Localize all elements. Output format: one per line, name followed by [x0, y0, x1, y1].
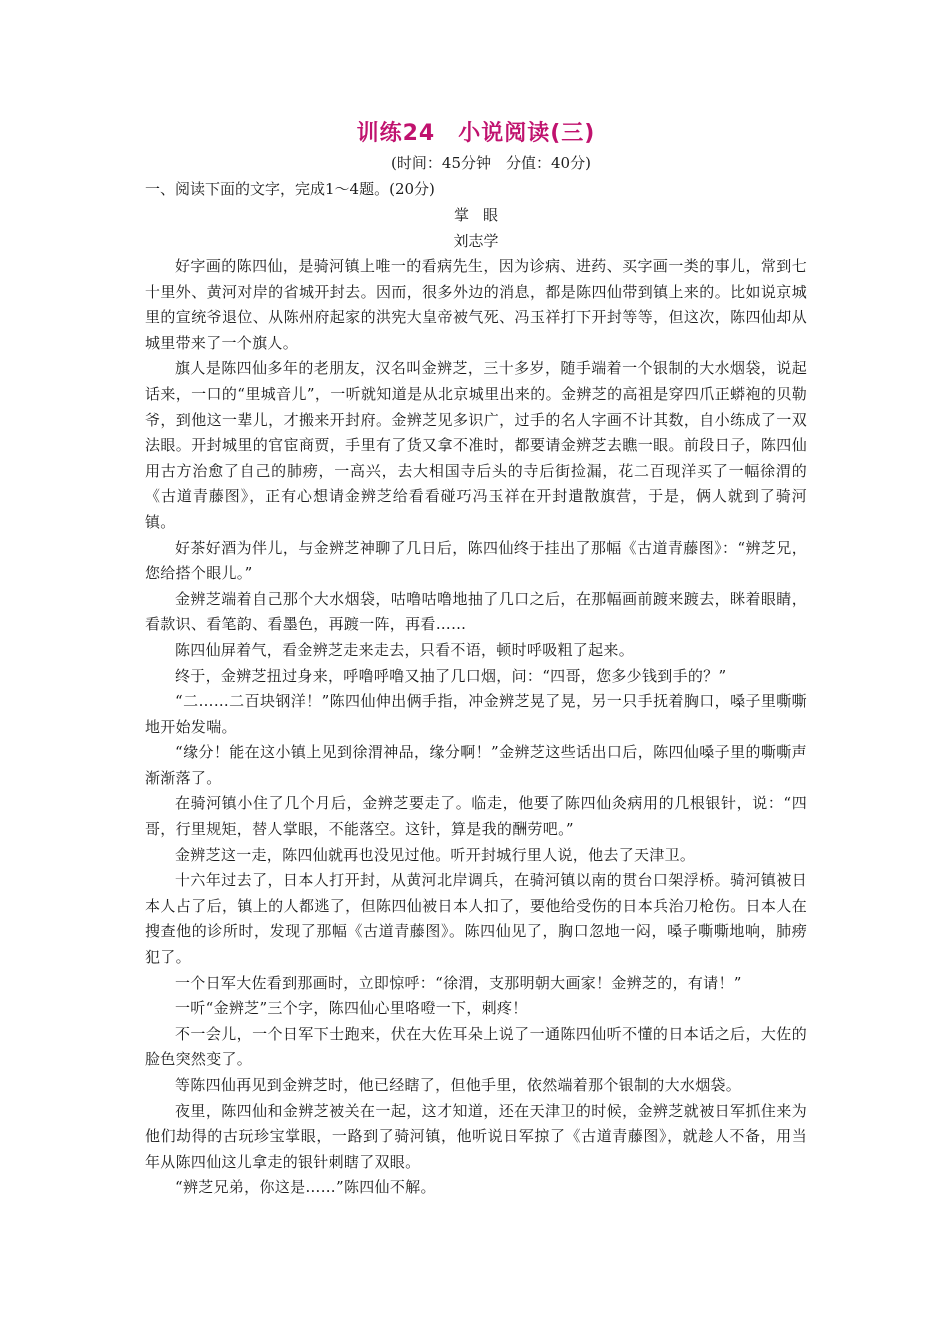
time-and-score-info: (时间：45分钟 分值：40分)	[391, 154, 591, 172]
story-paragraph: 夜里，陈四仙和金辨芝被关在一起，这才知道，还在天津卫的时候，金辨芝就被日军抓住来为他们劫得的古玩珍宝掌眼，一路到了骑河镇，他听说日军掠了《古道青藤图》，就趁人不备，用当年从陈四仙这儿拿走的银针刺瞎了双眼。	[145, 1101, 807, 1171]
story-paragraph: 不一会儿，一个日军下士跑来，伏在大佐耳朵上说了一通陈四仙听不懂的日本话之后，大佐的脸色突然变了。	[145, 1024, 807, 1069]
story-paragraph: 终于，金辨芝扭过身来，呼噜呼噜又抽了几口烟，问：“四哥，您多少钱到手的？”	[175, 666, 727, 685]
story-paragraph: 在骑河镇小住了几个月后，金辨芝要走了。临走，他要了陈四仙灸病用的几根银针，说：“四哥，行里规矩，替人掌眼，不能落空。这针，算是我的酬劳吧。”	[145, 794, 807, 839]
story-paragraph: 金辨芝端着自己那个大水烟袋，咕噜咕噜地抽了几口之后，在那幅画前踱来踱去，眯着眼睛，看款识、看笔韵、看墨色，再踱一阵，再看……	[145, 589, 807, 634]
story-paragraph: 陈四仙屏着气，看金辨芝走来走去，只看不语，顿时呼吸粗了起来。	[175, 640, 635, 659]
story-paragraph: 十六年过去了，日本人打开封，从黄河北岸调兵，在骑河镇以南的贯台口架浮桥。骑河镇被日本人占了后，镇上的人都逃了，但陈四仙被日本人扣了，要他给受伤的日本兵治刀枪伤。日本人在搜查他的诊所时，发现了那幅《古道青藤图》。陈四仙见了，胸口忽地一闷，嗓子嘶嘶地响，肺痨犯了。	[145, 871, 807, 967]
story-body	[145, 254, 807, 1201]
story-paragraph: 一个日军大佐看到那画时，立即惊呼：“徐渭，支那明朝大画家！金辨芝的，有请！”	[175, 973, 742, 992]
story-paragraph: 旗人是陈四仙多年的老朋友，汉名叫金辨芝，三十多岁，随手端着一个银制的大水烟袋，说起话来，一口的“里城音儿”，一听就知道是从北京城里出来的。金辨芝的高祖是穿四爪正蟒袍的贝勒爷，到他这一辈儿，才搬来开封府。金辨芝见多识广，过手的名人字画不计其数，自小练成了一双法眼。开封城里的官宦商贾，手里有了货又拿不准时，都要请金辨芝去瞧一眼。前段日子，陈四仙用古方治愈了自己的肺痨，一高兴，去大相国寺后头的寺后街捡漏，花二百现洋买了一幅徐渭的《古道青藤图》，正有心想请金辨芝给看看碰巧冯玉祥在开封遣散旗营，于是，俩人就到了骑河镇。	[145, 359, 807, 531]
story-paragraph: 好茶好酒为伴儿，与金辨芝神聊了几日后，陈四仙终于挂出了那幅《古道青藤图》：“辨芝兄，您给搭个眼儿。”	[145, 538, 807, 583]
story-title: 掌眼	[453, 206, 512, 224]
story-paragraph: 金辨芝这一走，陈四仙就再也没见过他。听开封城行里人说，他去了天津卫。	[175, 845, 696, 864]
story-paragraph: “辨芝兄弟，你这是……”陈四仙不解。	[175, 1178, 436, 1197]
story-paragraph: 等陈四仙再见到金辨芝时，他已经瞎了，但他手里，依然端着那个银制的大水烟袋。	[175, 1076, 742, 1094]
story-paragraph: 好字画的陈四仙，是骑河镇上唯一的看病先生，因为诊病、进药、买字画一类的事儿，常到七十里外、黄河对岸的省城开封去。因而，很多外边的消息，都是陈四仙带到镇上来的。比如说京城里的宣统爷退位、从陈州府起家的洪宪大皇帝被气死、冯玉祥打下开封等等，但这次，陈四仙却从城里带来了一个旗人。	[145, 257, 807, 352]
story-paragraph: “二……二百块钢洋！”陈四仙伸出俩手指，冲金辨芝晃了晃，另一只手抚着胸口，嗓子里嘶嘶地开始发喘。	[145, 692, 807, 736]
page-title: 训练24 小说阅读(三)	[356, 121, 596, 146]
document-page	[145, 118, 807, 1201]
story-paragraph: 一听“金辨芝”三个字，陈四仙心里咯噔一下，刺疼！	[175, 999, 528, 1018]
section-instruction: 一、阅读下面的文字，完成1～4题。(20分)	[145, 180, 435, 198]
story-paragraph: “缘分！能在这小镇上见到徐渭神品，缘分啊！”金辨芝这些话出口后，陈四仙嗓子里的嘶嘶声渐渐落了。	[145, 743, 807, 787]
story-author: 刘志学	[453, 232, 499, 250]
